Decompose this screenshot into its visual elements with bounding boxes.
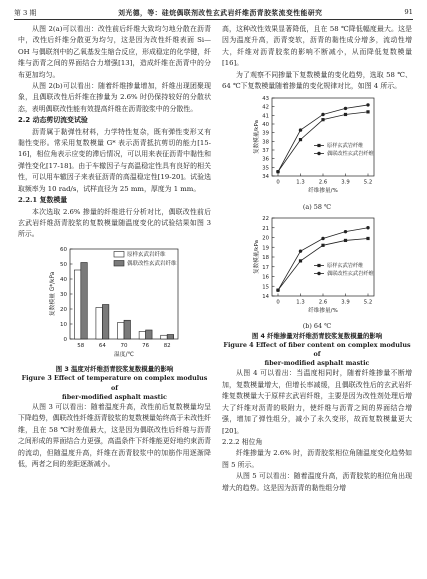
paragraph: 纤维掺量为 2.6% 时，沥青胶浆相位角随温度变化趋势如图 5 所示。 (222, 449, 412, 469)
bar-original (74, 270, 80, 339)
figure-3-caption (18, 365, 211, 402)
x-axis-label: 纤维掺量/% (308, 308, 338, 315)
bar-original (118, 322, 124, 339)
right-column (222, 24, 412, 494)
caption-en: Figure 3 Effect of temperature on complex modulus of (21, 374, 208, 392)
bar-modified (167, 334, 173, 339)
caption-cn: 图 4 纤维掺量对纤维沥青胶浆复数模量的影响 (251, 331, 383, 340)
section-heading: 2.2 动态剪切流变试验 (18, 116, 88, 125)
y-tick-label: 16 (262, 274, 269, 281)
paragraph: 高，这种改性效果显著降低，且在 58 ℃降低幅度最大。这是因为温度升高，沥青变软，沥青的黏性成分增多，流动性增大，纤维对沥青胶浆的影响不断减小，从而降低复数模量[16]。 (222, 25, 412, 68)
y-tick-label: 19 (262, 245, 269, 252)
y-tick-label: 35 (262, 165, 269, 172)
y-tick-label: 60 (60, 246, 67, 253)
figure-4-caption (222, 332, 412, 369)
x-tick-label: 70 (120, 342, 128, 349)
caption-en: Figure 4 Effect of fiber content on complex modulus of (223, 340, 411, 359)
data-point (299, 138, 302, 141)
y-tick-label: 15 (262, 284, 269, 291)
data-point (366, 226, 369, 229)
y-tick-label: 43 (262, 96, 269, 103)
caption-en: fiber-modified asphalt mastic (62, 392, 167, 401)
bar-modified (146, 330, 152, 339)
legend-marker (317, 144, 320, 147)
legend-marker (317, 272, 320, 275)
data-point (299, 259, 302, 262)
figure-4a-line-chart (222, 92, 412, 198)
y-tick-label: 50 (60, 261, 67, 268)
x-tick-label: 5.2 (363, 179, 373, 186)
bar-modified (81, 262, 87, 339)
bar-modified (124, 320, 130, 339)
legend-swatch (114, 251, 124, 257)
figure-4 (222, 92, 412, 368)
data-point (366, 111, 369, 114)
y-tick-label: 20 (262, 235, 269, 242)
page-number: 91 (404, 8, 413, 16)
y-tick-label: 41 (262, 113, 269, 120)
bar-original (161, 335, 167, 339)
data-point (344, 230, 347, 233)
bar-original (96, 307, 102, 339)
running-title: 刘光德，等：硅烷偶联剂改性玄武岩纤维沥青胶浆流变性能研究 (118, 9, 323, 17)
y-axis-label: 复数模量/kPa (254, 120, 260, 155)
data-point (321, 237, 324, 240)
bar-original (139, 331, 145, 339)
y-tick-label: 10 (60, 321, 67, 328)
subsection-heading: 2.2.2 相位角 (222, 437, 263, 446)
paragraph: 从图 4 可以看出：当温度相同时，随着纤维掺量不断增加，复数模量增大，但增长率减缓，且偶联改性后的玄武岩纤维复数模量大于原样玄武岩纤维，主要是因为改性剂处理后增大了纤维对沥青的吸附力，使纤维与沥青之间的界面结合增强，增加了弹性组分，减小了永久变形，故而复数模量更大[20]。 (222, 369, 412, 435)
y-tick-label: 38 (262, 139, 269, 146)
legend-label: 原样玄武岩纤维 (327, 143, 364, 150)
figure-4a-sublabel: (a) 58 ℃ (302, 202, 332, 211)
x-tick-label: 3.9 (341, 179, 350, 186)
legend-marker (317, 152, 320, 155)
bar-modified (102, 304, 108, 339)
data-point (344, 113, 347, 116)
data-point (276, 288, 279, 291)
caption-en: fiber-modified asphalt mastic (264, 359, 370, 368)
y-tick-label: 42 (262, 105, 269, 112)
x-tick-label: 0 (276, 179, 280, 186)
y-tick-label: 40 (262, 122, 269, 129)
y-tick-label: 22 (262, 216, 269, 223)
x-tick-label: 2.6 (318, 179, 328, 186)
figure-3 (18, 241, 211, 402)
data-point (344, 107, 347, 110)
subsection-heading: 2.2.1 复数模量 (18, 196, 68, 205)
x-axis-label: 纤维掺量/% (308, 188, 338, 195)
data-point (321, 244, 324, 247)
x-tick-label: 1.3 (296, 299, 305, 306)
x-axis-label: 温度/℃ (113, 351, 135, 358)
y-axis-label: 复数模量 G*/kPa (50, 271, 56, 316)
legend-label: 原样玄武岩纤维 (327, 263, 364, 270)
y-tick-label: 37 (262, 148, 269, 155)
header-rule (14, 19, 413, 20)
paragraph: 从图 2(a)可以看出：改性前后纤维大致均匀地分散在沥青中，改性后纤维分散更为均匀，这是因为改性纤维表面 Si—OH 与偶联剂中的乙氧基发生缩合反应，形成稳定的化学键，纤维与沥青之间的界面结合力增强[13]，造成纤维在沥青中的分布更加均匀。 (18, 25, 212, 79)
x-tick-label: 1.3 (296, 179, 305, 186)
y-tick-label: 0 (63, 336, 67, 343)
y-tick-label: 36 (262, 157, 269, 164)
figure-3-bar-chart (18, 241, 211, 361)
paragraph: 本次选取 2.6% 掺量的纤维进行分析对比，偶联改性前后玄武岩纤维沥青胶浆的复数模量随温度变化的试验结果如图 3 所示。 (18, 207, 211, 239)
y-tick-label: 14 (262, 294, 269, 301)
legend-marker (317, 264, 320, 267)
figure-4b-sublabel: (b) 64 ℃ (302, 322, 332, 331)
data-point (276, 170, 279, 173)
data-point (366, 104, 369, 107)
x-tick-label: 0 (276, 299, 280, 306)
y-tick-label: 34 (262, 174, 269, 181)
data-point (344, 239, 347, 242)
figure-4b-line-chart (222, 212, 412, 318)
y-tick-label: 40 (60, 276, 67, 283)
legend-swatch (114, 260, 124, 266)
paragraph: 为了观察不同掺量下复数模量的变化趋势，选取 58 ℃、64 ℃下复数模量随着掺量的变化规律对比，如图 4 所示。 (222, 70, 412, 91)
data-point (321, 113, 324, 116)
y-tick-label: 20 (60, 306, 67, 313)
issue-number: 第 3 期 (14, 9, 37, 17)
x-tick-label: 5.2 (363, 299, 373, 306)
legend-label: 偶联改性玄武岩纤维 (327, 151, 374, 158)
legend-label: 偶联改性玄武岩纤维 (127, 260, 177, 267)
data-point (299, 129, 302, 132)
plot-frame (272, 98, 374, 176)
x-tick-label: 58 (77, 342, 85, 349)
y-axis-label: 复数模量/kPa (254, 240, 260, 275)
paragraph: 从图 2(b)可以看出：随着纤维掺量增加，纤维出现团聚现象，且偶联改性后纤维在掺量为 2.6% 时仍保持较好的分散状态，表明偶联改性能有效提高纤维在沥青胶浆中的分散性。 (18, 82, 211, 113)
y-tick-label: 21 (262, 225, 269, 232)
data-point (321, 119, 324, 122)
x-tick-label: 3.9 (341, 299, 350, 306)
x-tick-label: 64 (98, 342, 106, 349)
paragraph: 从图 5 可以看出：随着温度升高，沥青胶浆的相位角出现增大的趋势。这是因为沥青的黏性组分增 (222, 472, 412, 492)
left-column (18, 24, 211, 470)
legend-label: 原样玄武岩纤维 (127, 251, 166, 258)
data-point (299, 249, 302, 252)
x-tick-label: 2.6 (318, 299, 328, 306)
y-tick-label: 18 (262, 255, 269, 262)
caption-cn: 图 3 温度对纤维沥青胶浆复数模量的影响 (55, 365, 174, 374)
x-tick-label: 76 (142, 342, 150, 349)
y-tick-label: 17 (262, 264, 269, 271)
paragraph: 从图 3 可以看出：随着温度升高，改性前后复数模量均呈下降趋势，偶联改性纤维沥青胶浆的复数模量始终高于未改性纤维，且在 58 ℃时差值最大，这是因为偶联改性后纤维与沥青之间形成的界面结合力更强，高温条件下纤维能更好地约束沥青的流动，但随温度升高，纤维在沥青胶浆中的加筋作用逐渐降低，两者之间的差距逐渐减小。 (18, 402, 211, 468)
legend-label: 偶联改性玄武岩纤维 (327, 271, 374, 278)
running-header (14, 6, 413, 18)
paragraph: 沥青属于黏弹性材料，力学特性复杂，既有弹性变形又有黏性变形。常采用复数模量 G* 表示沥青抵抗剪切的能力[15-16]，相位角表示应变的滞后情况，可以用来表征沥青中黏性和弹性变化[17-18]。由于车辙因子与高温稳定性具有良好的相关性，可以用车辙因子来表征沥青的高温稳定性[19-20]。试验选取频率为 10 rad/s，试样直径为 25 mm，厚度为 1 mm。 (18, 127, 211, 193)
data-point (366, 237, 369, 240)
x-tick-label: 82 (163, 342, 171, 349)
y-tick-label: 30 (60, 291, 67, 298)
y-tick-label: 39 (262, 131, 269, 138)
